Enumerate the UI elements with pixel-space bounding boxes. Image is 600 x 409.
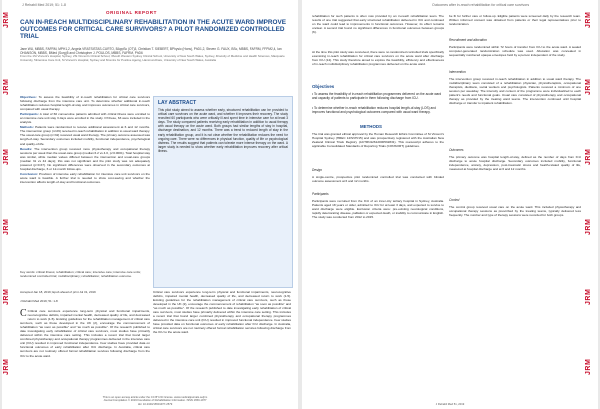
abstract-label: Results: bbox=[20, 146, 33, 151]
methods-text: The trial was granted ethical approval by the Human Research Ethics Committee of St Vincent's Hospital Sydney (HREC 12/SVH/15) and was prospectively registered with the Australian New Zealand Clinical Trials Registry (ACTRN12612000532831). This manuscript adheres to the applicable Consolidated Standards of Reporting Trials (CONSORT) guidelines. bbox=[312, 132, 444, 149]
recruitment-heading: Recruitment and allocation bbox=[449, 38, 487, 42]
running-header: Outcomes after in-reach rehabilitation for critical care survivors bbox=[432, 3, 530, 7]
keywords: Key words: critical illness; rehabilitation; critical care; intensive care; intensive care units; randomized controlled trial; multidisciplinary; rehabilitation; rehabilitation outcome. bbox=[20, 270, 141, 278]
jrm-sidebar bbox=[584, 0, 598, 409]
abstract bbox=[20, 95, 150, 184]
accepted-date: Accepted Jan 18, 2019; Epub ahead of print Jul 31, 2019 bbox=[20, 290, 96, 294]
col2-continued: be fit for further care or follow-up. Eligible patients were screened daily by the research team. Written informed consent was obtained from patients or their legal representatives prior to randomization. bbox=[449, 14, 581, 27]
drop-cap: C bbox=[20, 309, 27, 319]
affiliations: From the 1St Vincent's Hospital, Sydney, 2St Vincent's Clinical School, 3South Western Sydney Clinical School, University of New South Wales, Sydney, 4Faculty of Medicine and Health Sciences, Macquarie University, 5Intensive Care Unit, St Vincent's Hospital, Sydney and 6Centre for Positive Ageing, HammondCare, University of New South Wales, Australia bbox=[20, 54, 285, 62]
authors: Jane WU, MBBS, FAFRM, MPH1,2, Angela VRATSISTAS-CURTO, BAppSc (OT)3, Christian T. SIEBERT, BPhysio (Hons), PhD1,2, Steven G. FAUX, BSc, MBBS, FAFRM, FFPM2,4, Ian OHANSON, MBBS, BMed (Surg)5 and Christopher J. POULOS, MBBS, FAFRM, PhD6 bbox=[20, 47, 282, 55]
sidebar-logo: JRM bbox=[585, 358, 592, 375]
intro-paragraph: At the time this pilot study was conceived, there were no randomized controlled trials specifically examining in-reach rehabilitation for critical care survivors on the acute ward after discharge from ICU (14). This study therefore aimed to explore the feasibility, efficiency and effectiveness of in-reach multidisciplinary rehabilitation programmes delivered on the acute ward. bbox=[312, 50, 444, 67]
sidebar-logo: JRM bbox=[585, 78, 592, 95]
sidebar-logo: JRM bbox=[3, 78, 10, 95]
lay-abstract-box bbox=[153, 96, 293, 288]
intervention-heading: Intervention bbox=[449, 70, 466, 74]
sidebar-logo: JRM bbox=[3, 218, 10, 235]
sidebar-logo: JRM bbox=[585, 11, 592, 28]
sidebar-logo: JRM bbox=[3, 358, 10, 375]
page-footer: J Rehabil Med 51, 2019 bbox=[435, 402, 465, 406]
participants-heading: Participants bbox=[312, 192, 329, 196]
left-page bbox=[2, 0, 298, 409]
lay-abstract-heading: LAY ABSTRACT bbox=[158, 100, 197, 106]
design-text: A single-centre, prospective pilot randomized controlled trial was conducted with blinded outcome assessment at 6 and 12 months. bbox=[312, 175, 444, 184]
abstract-text: Provision of intensive early rehabilitation for intensive care unit survivors on the acute ward is feasible. A further trial is needed to show cost-saving and whether the intervention affects length-of-stay and functional outcomes. bbox=[20, 171, 150, 184]
sidebar-logo: JRM bbox=[585, 288, 592, 305]
intro-continued: rehabilitation for such patients is often now provided by an in-reach rehabilitation team. The results of one trial suggested that early structured rehabilitation delivered in ICU and continued on the ward could lead to improvements in functional outcomes. However, its effect remains unclear. A second trial found no significant differences in functional outcomes between groups (6). bbox=[312, 14, 444, 35]
lay-abstract-text: This pilot study aimed to assess whether early, structured rehabilitation can be provided to critical care survivors on the acute ward, and whether it improves their recovery. The study recruited 60 participants who were critically ill and spent time in intensive care for at least 3 days. The study compared patients receiving early rehabilitation in addition to usual therapy with usual therapy on the acute ward. Both groups had similar lengths of stay in hospital, discharge destination, and 12 months. There was a trend to reduced length of stay in the early rehabilitation group, and it is not clear whether the rehabilitation reduces the need for ongoing care. There were no differences in physical function, quality of life or psychological distress. The results suggest that patients can tolerate more intense therapy on the ward. A larger study is needed to show whether early rehabilitation improves recovery after critical illness. bbox=[158, 108, 288, 153]
running-header: J Rehabil Med 2019; 51: 1-8 bbox=[22, 3, 66, 7]
section-label: ORIGINAL REPORT bbox=[106, 10, 157, 15]
article-title: CAN IN-REACH MULTIDISCIPLINARY REHABILITATION IN THE ACUTE WARD IMPROVE OUTCOMES FOR CRITICAL CARE SURVIVORS? A PILOT RANDOMIZED CONTROLLED TRIAL bbox=[20, 19, 287, 41]
control-text: The control group received usual care on the acute ward. This included physiotherapy and occupational therapy sessions as prescribed by the treating teams, typically delivered less frequently. The number and type of therapy sessions were recorded for both groups. bbox=[449, 205, 581, 218]
intro-col-2 bbox=[153, 290, 291, 390]
design-heading: Design bbox=[312, 168, 322, 172]
recruitment-text: Participants were randomized within 72 hours of transfer from ICU to the acute ward. A sealed computer-generated randomization schedule was used. Allocation was concealed in sequentially numbered opaque envelopes held by a person independent of the study. bbox=[449, 45, 581, 58]
abstract-label: Objectives: bbox=[20, 95, 37, 99]
intro-text-continued: Critical care survivors experience long-term physical and functional impairments, neurocognitive deficits, impaired mental health, decreased quality of life, and decreased return to work (1-5). Existing guidelines for the rehabilitation management of critical care survivors, such as those developed in the UK (2), encourage the commencement of rehabilitation "as soon as possible" and "as much as possible". Of the research published to date investigating early rehabilitation of critical care survivors, most studies have primarily delivered within the intensive care setting. This includes a recent trial that found larger combined physiotherapy and occupational therapy programmes delivered in the intensive care unit (ICU) resulted in improved functional independence. Few studies have provided data on functional outcomes of early rehabilitation after ICU discharge. In Australia, critical care survivors are not routinely offered formal rehabilitation services following discharge from the ICU to the acute ward. bbox=[153, 290, 291, 335]
citation: J Rehabil Med 2019; 51: 1-8 bbox=[20, 299, 58, 303]
control-heading: Control bbox=[449, 198, 460, 202]
sidebar-logo: JRM bbox=[3, 148, 10, 165]
intro-text: Critical care survivors experience long-term physical and functional impairments, neurocognitive deficits, impaired mental health, decreased quality of life, and decreased return to work (1-5). Existing guidelines for the rehabilitation management of critical care survivors, such as those developed in the UK (2), encourage the commencement of rehabilitation "as soon as possible" and "as much as possible". Of the research published to date investigating early rehabilitation of critical care survivors, most studies have primarily delivered within the intensive care setting. This includes a recent trial that found larger combined physiotherapy and occupational therapy programmes delivered in the intensive care unit (ICU) resulted in improved functional independence. Few studies have provided data on functional outcomes of early rehabilitation after ICU discharge. In Australia, critical care survivors are not routinely offered formal rehabilitation services following discharge from the ICU to the acute ward. bbox=[20, 309, 150, 358]
intervention-text: The intervention group received in-reach rehabilitation in addition to usual ward therapy. The multidisciplinary team consisted of a rehabilitation physician, physiotherapists, occupational therapists, dietitians, social workers and psychologists. Patients received a minimum of one session per weekday. The intensity and content of the programme were individualized to each patient's needs and functional goals. Usual care consisted of physiotherapy and occupational therapy as provided by the treating ward teams. The intervention continued until hospital discharge or transfer to inpatient rehabilitation. bbox=[449, 77, 581, 106]
objective-item: • To determine whether in-reach rehabilitation reduces hospital length-of-stay (LOS) and improves functional and psychological outcomes compared with usual ward therapy. bbox=[312, 106, 436, 114]
abstract-label: Methods: bbox=[20, 125, 34, 130]
abstract-text: To assess the feasibility of in-reach rehabilitation for critical care survivors following discharge from the intensive care unit. To determine whether additional in-reach rehabilitation reduces hospital length-of-stay and improves outcomes in critical care survivors, compared with usual therapy. bbox=[20, 95, 150, 112]
methods-heading: METHODS bbox=[360, 124, 382, 129]
outcomes-heading: Outcomes bbox=[449, 148, 464, 152]
page-footer: This is an open access article under the CC BY-NC license. www.medicaljournals.se/jrm Journal Compilation © 2019 Foundation of Rehabilitation Information. ISSN 1650-1977 doi: 10.2340/16501977-2579 bbox=[102, 395, 208, 406]
objective-text: To determine whether in-reach rehabilitation reduces hospital length-of-stay (LOS) and improves functional and psychological outcomes compared with usual ward therapy. bbox=[312, 106, 436, 114]
jrm-sidebar bbox=[2, 0, 16, 409]
participants-text: Participants were recruited from the ICU of an inner-city tertiary hospital in Sydney, Australia. Patients aged 18 years or older, admitted to ICU for at least 3 days, and expected to survive to ward discharge were eligible. Exclusion criteria were: pre-existing neurological conditions, rapidly deteriorating disease, palliation or expected death, or inability to communicate in English. The study was conducted from 2012 to 2015. bbox=[312, 199, 444, 220]
objectives-heading: Objectives bbox=[312, 84, 335, 89]
abstract-label: Participants: bbox=[20, 112, 39, 117]
sidebar-logo: JRM bbox=[585, 218, 592, 235]
objective-item: • To assess the feasibility of in-reach rehabilitation programmes delivered on the acute ward and capacity of patients to participate in them following discharge from ICU. bbox=[312, 92, 442, 100]
sidebar-logo: JRM bbox=[585, 148, 592, 165]
intro-col-1 bbox=[20, 309, 150, 391]
objective-text: To assess the feasibility of in-reach rehabilitation programmes delivered on the acute ward and capacity of patients to participate in them following discharge from ICU. bbox=[312, 92, 442, 100]
abstract-text: A total of 60 consecutive patients admitted with critical illness were enrolled to an intensive care unit stay 3 days were enrolled in the study. Of these, 63 were included in the analysis. bbox=[20, 112, 150, 125]
abstract-text: The intervention group received more physiotherapy and occupational therapy sessions per week than the usual-care group (median 6.2 vs 4.0, p<0.0001). Total hospital stay was similar, while median values differed between the intervention and usual-care groups (median 31 vs 44 days); this was not significant and the pilot study was not adequately powered (p=0.67). No significant differences were observed in the secondary outcomes at hospital discharge, 6 or 12-month follow-ups. bbox=[20, 146, 150, 171]
sidebar-logo: JRM bbox=[3, 288, 10, 305]
outcomes-text: The primary outcome was hospital length-of-stay, defined as the number of days from ICU discharge to acute hospital discharge. Secondary outcomes included mobility, functional independence, anxiety, depression, post-traumatic stress and health-related quality of life, measured at hospital discharge and at 6 and 12 months. bbox=[449, 155, 581, 172]
sidebar-logo: JRM bbox=[3, 11, 10, 28]
abstract-label: Conclusion: bbox=[20, 171, 38, 176]
abstract-text: Patients were randomized to receive additional assessment at 6 and 12 months. The intervention group (n=29) received in-reach rehabilitation in addition to usual ward therapy. The usual-care group (n=32) received usual ward therapy. The primary outcome assessed was length-of-stay. Secondary outcomes included mobility, functional independence, psychological and quality-of-life. bbox=[20, 125, 150, 146]
right-page bbox=[302, 0, 598, 409]
